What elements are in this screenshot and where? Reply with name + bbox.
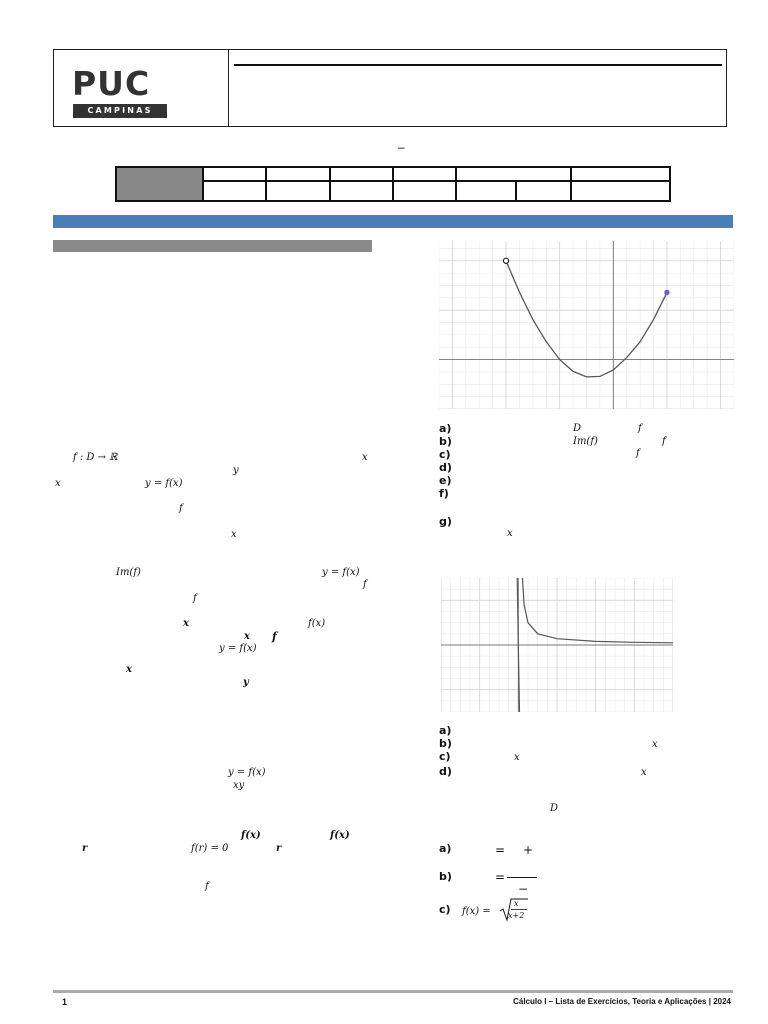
math-expression: f(x) <box>308 618 326 629</box>
math-symbol: f <box>662 436 666 447</box>
item-label: a) <box>439 724 452 737</box>
math-symbol: x <box>652 739 658 750</box>
math-symbol: x <box>231 529 237 540</box>
info-table-col-line <box>392 166 394 202</box>
closed-endpoint <box>665 290 669 294</box>
footer-rule <box>53 990 733 993</box>
math-symbol: x <box>514 752 520 763</box>
math-symbol: f <box>193 593 197 604</box>
item-label: b) <box>439 870 452 883</box>
math-expression: y = f(x) <box>145 478 183 489</box>
info-table-col-line <box>455 166 457 202</box>
math-symbol: f <box>638 423 642 434</box>
header-dash: – <box>398 140 405 154</box>
math-expression: f(r) = 0 <box>191 843 229 854</box>
header-title-rule <box>234 64 722 66</box>
math-symbol: x <box>244 631 250 642</box>
equals-sign: = <box>495 870 506 884</box>
math-expression: f(x) <box>330 830 350 841</box>
math-expression: Im(f) <box>573 436 598 447</box>
plus-sign: + <box>523 843 534 857</box>
item-label: c) <box>439 750 451 763</box>
series-line-1 <box>521 578 673 643</box>
item-label: a) <box>439 422 452 435</box>
logo-subtitle: CAMPINAS <box>73 104 167 118</box>
info-table-col-line <box>570 166 572 202</box>
item-label: d) <box>439 765 452 778</box>
math-symbol: x <box>126 664 132 675</box>
math-symbol: x <box>55 478 61 489</box>
math-symbol: f <box>636 448 640 459</box>
item-label: a) <box>439 842 452 855</box>
math-expression: y = f(x) <box>322 567 360 578</box>
math-symbol: x <box>183 618 189 629</box>
info-table-col-line <box>515 180 517 202</box>
subsection-band <box>53 240 372 252</box>
info-table-label-cell <box>115 166 204 202</box>
minus-sign: − <box>518 882 529 896</box>
footer-title: Cálculo I – Lista de Exercícios, Teoria e Aplicações | 2024 <box>513 997 731 1006</box>
logo-word: PUC <box>72 64 151 103</box>
math-function-def: f : D → ℝ <box>73 452 118 463</box>
open-endpoint <box>503 258 508 263</box>
section-band <box>53 215 733 228</box>
math-expression: f(x) <box>241 830 261 841</box>
math-symbol: D <box>550 803 559 814</box>
math-expression: xy <box>233 780 245 791</box>
item-label: c) <box>439 903 451 916</box>
math-symbol: x <box>362 452 368 463</box>
math-symbol: x <box>641 767 647 778</box>
math-symbol: f <box>363 579 367 590</box>
item-label: b) <box>439 737 452 750</box>
math-expression: y = f(x) <box>228 767 266 778</box>
item-label: f) <box>439 487 449 500</box>
fraction-bar <box>507 877 537 878</box>
math-symbol: y <box>233 465 239 476</box>
math-symbol: D <box>573 423 582 434</box>
math-symbol: f <box>272 630 277 643</box>
item-label: e) <box>439 474 452 487</box>
math-symbol: f <box>179 503 183 514</box>
item-label: g) <box>439 515 452 528</box>
math-expression: f(x) = <box>462 906 491 917</box>
fraction-denominator: x+2 <box>508 911 525 920</box>
info-table-col-line <box>265 166 267 202</box>
parabola-graph <box>439 241 734 409</box>
math-symbol: f <box>205 881 209 892</box>
page-number: 1 <box>62 997 68 1007</box>
puc-logo <box>72 66 168 120</box>
math-expression: Im(f) <box>116 567 141 578</box>
math-symbol: r <box>82 843 88 854</box>
info-table-row-line <box>204 180 671 182</box>
math-symbol: x <box>507 528 513 539</box>
info-table-col-line <box>329 166 331 202</box>
math-symbol: r <box>276 843 282 854</box>
equals-sign: = <box>495 843 506 857</box>
item-label: b) <box>439 435 452 448</box>
fraction-numerator: x <box>514 899 519 908</box>
math-expression: y = f(x) <box>219 643 257 654</box>
item-label: c) <box>439 448 451 461</box>
item-label: d) <box>439 461 452 474</box>
header-divider <box>228 49 229 127</box>
math-symbol: y <box>243 677 249 688</box>
asymptote-graph <box>441 578 673 712</box>
